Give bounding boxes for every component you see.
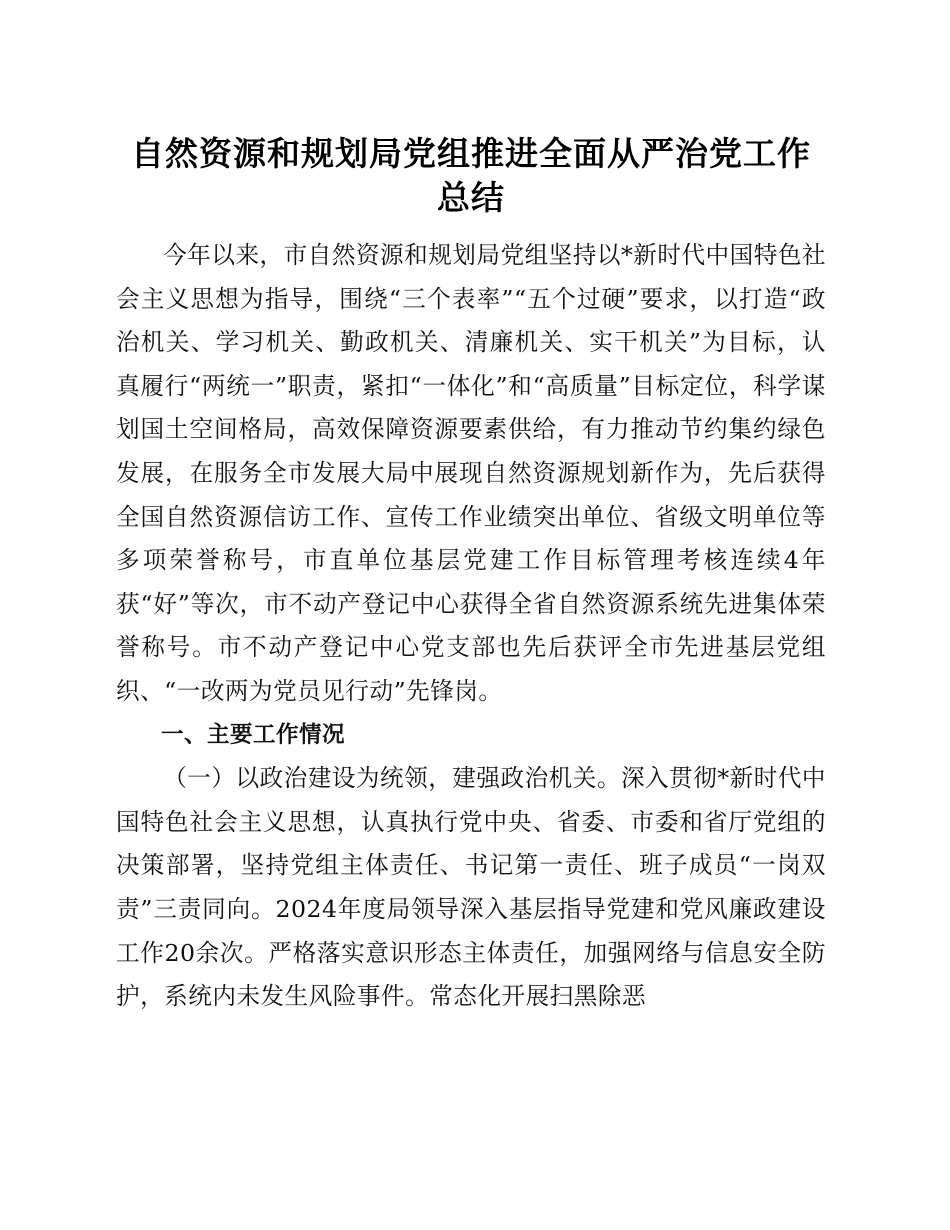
title-line-2: 总结 bbox=[437, 178, 505, 217]
document-page bbox=[116, 132, 826, 1019]
section-heading: 一、主要工作情况 bbox=[161, 721, 346, 748]
title-line-1: 自然资源和规划局党组推进全面从严治党工作 bbox=[131, 134, 811, 173]
document-body bbox=[116, 234, 826, 1019]
section-paragraph: （一）以政治建设为统领，建强政治机关。深入贯彻*新时代中国特色社会主义思想，认真执行党中央、省委、市委和省厅党组的决策部署，坚持党组主体责任、书记第一责任、班子成员“一岗双责”三责同向。2024年度局领导深入基层指导党建和党风廉政建设工作20余次。严格落实意识形态主体责任，加强网络与信息安全防护，系统内未发生风险事件。常态化开展扫黑除恶 bbox=[116, 764, 827, 1011]
document-title bbox=[116, 132, 826, 220]
intro-paragraph: 今年以来，市自然资源和规划局党组坚持以*新时代中国特色社会主义思想为指导，围绕“三个表率”“五个过硬”要求，以打造“政治机关、学习机关、勤政机关、清廉机关、实干机关”为目标，认真履行“两统一”职责，紧扣“一体化”和“高质量”目标定位，科学谋划国土空间格局，高效保障资源要素供给，有力推动节约集约绿色发展，在服务全市发展大局中展现自然资源规划新作为，先后获得全国自然资源信访工作、宣传工作业绩突出单位、省级文明单位等多项荣誉称号，市直单位基层党建工作目标管理考核连续4年获“好”等次，市不动产登记中心获得全省自然资源系统先进集体荣誉称号。市不动产登记中心党支部也先后获评全市先进基层党组织、“一改两为党员见行动”先锋岗。 bbox=[116, 241, 827, 705]
